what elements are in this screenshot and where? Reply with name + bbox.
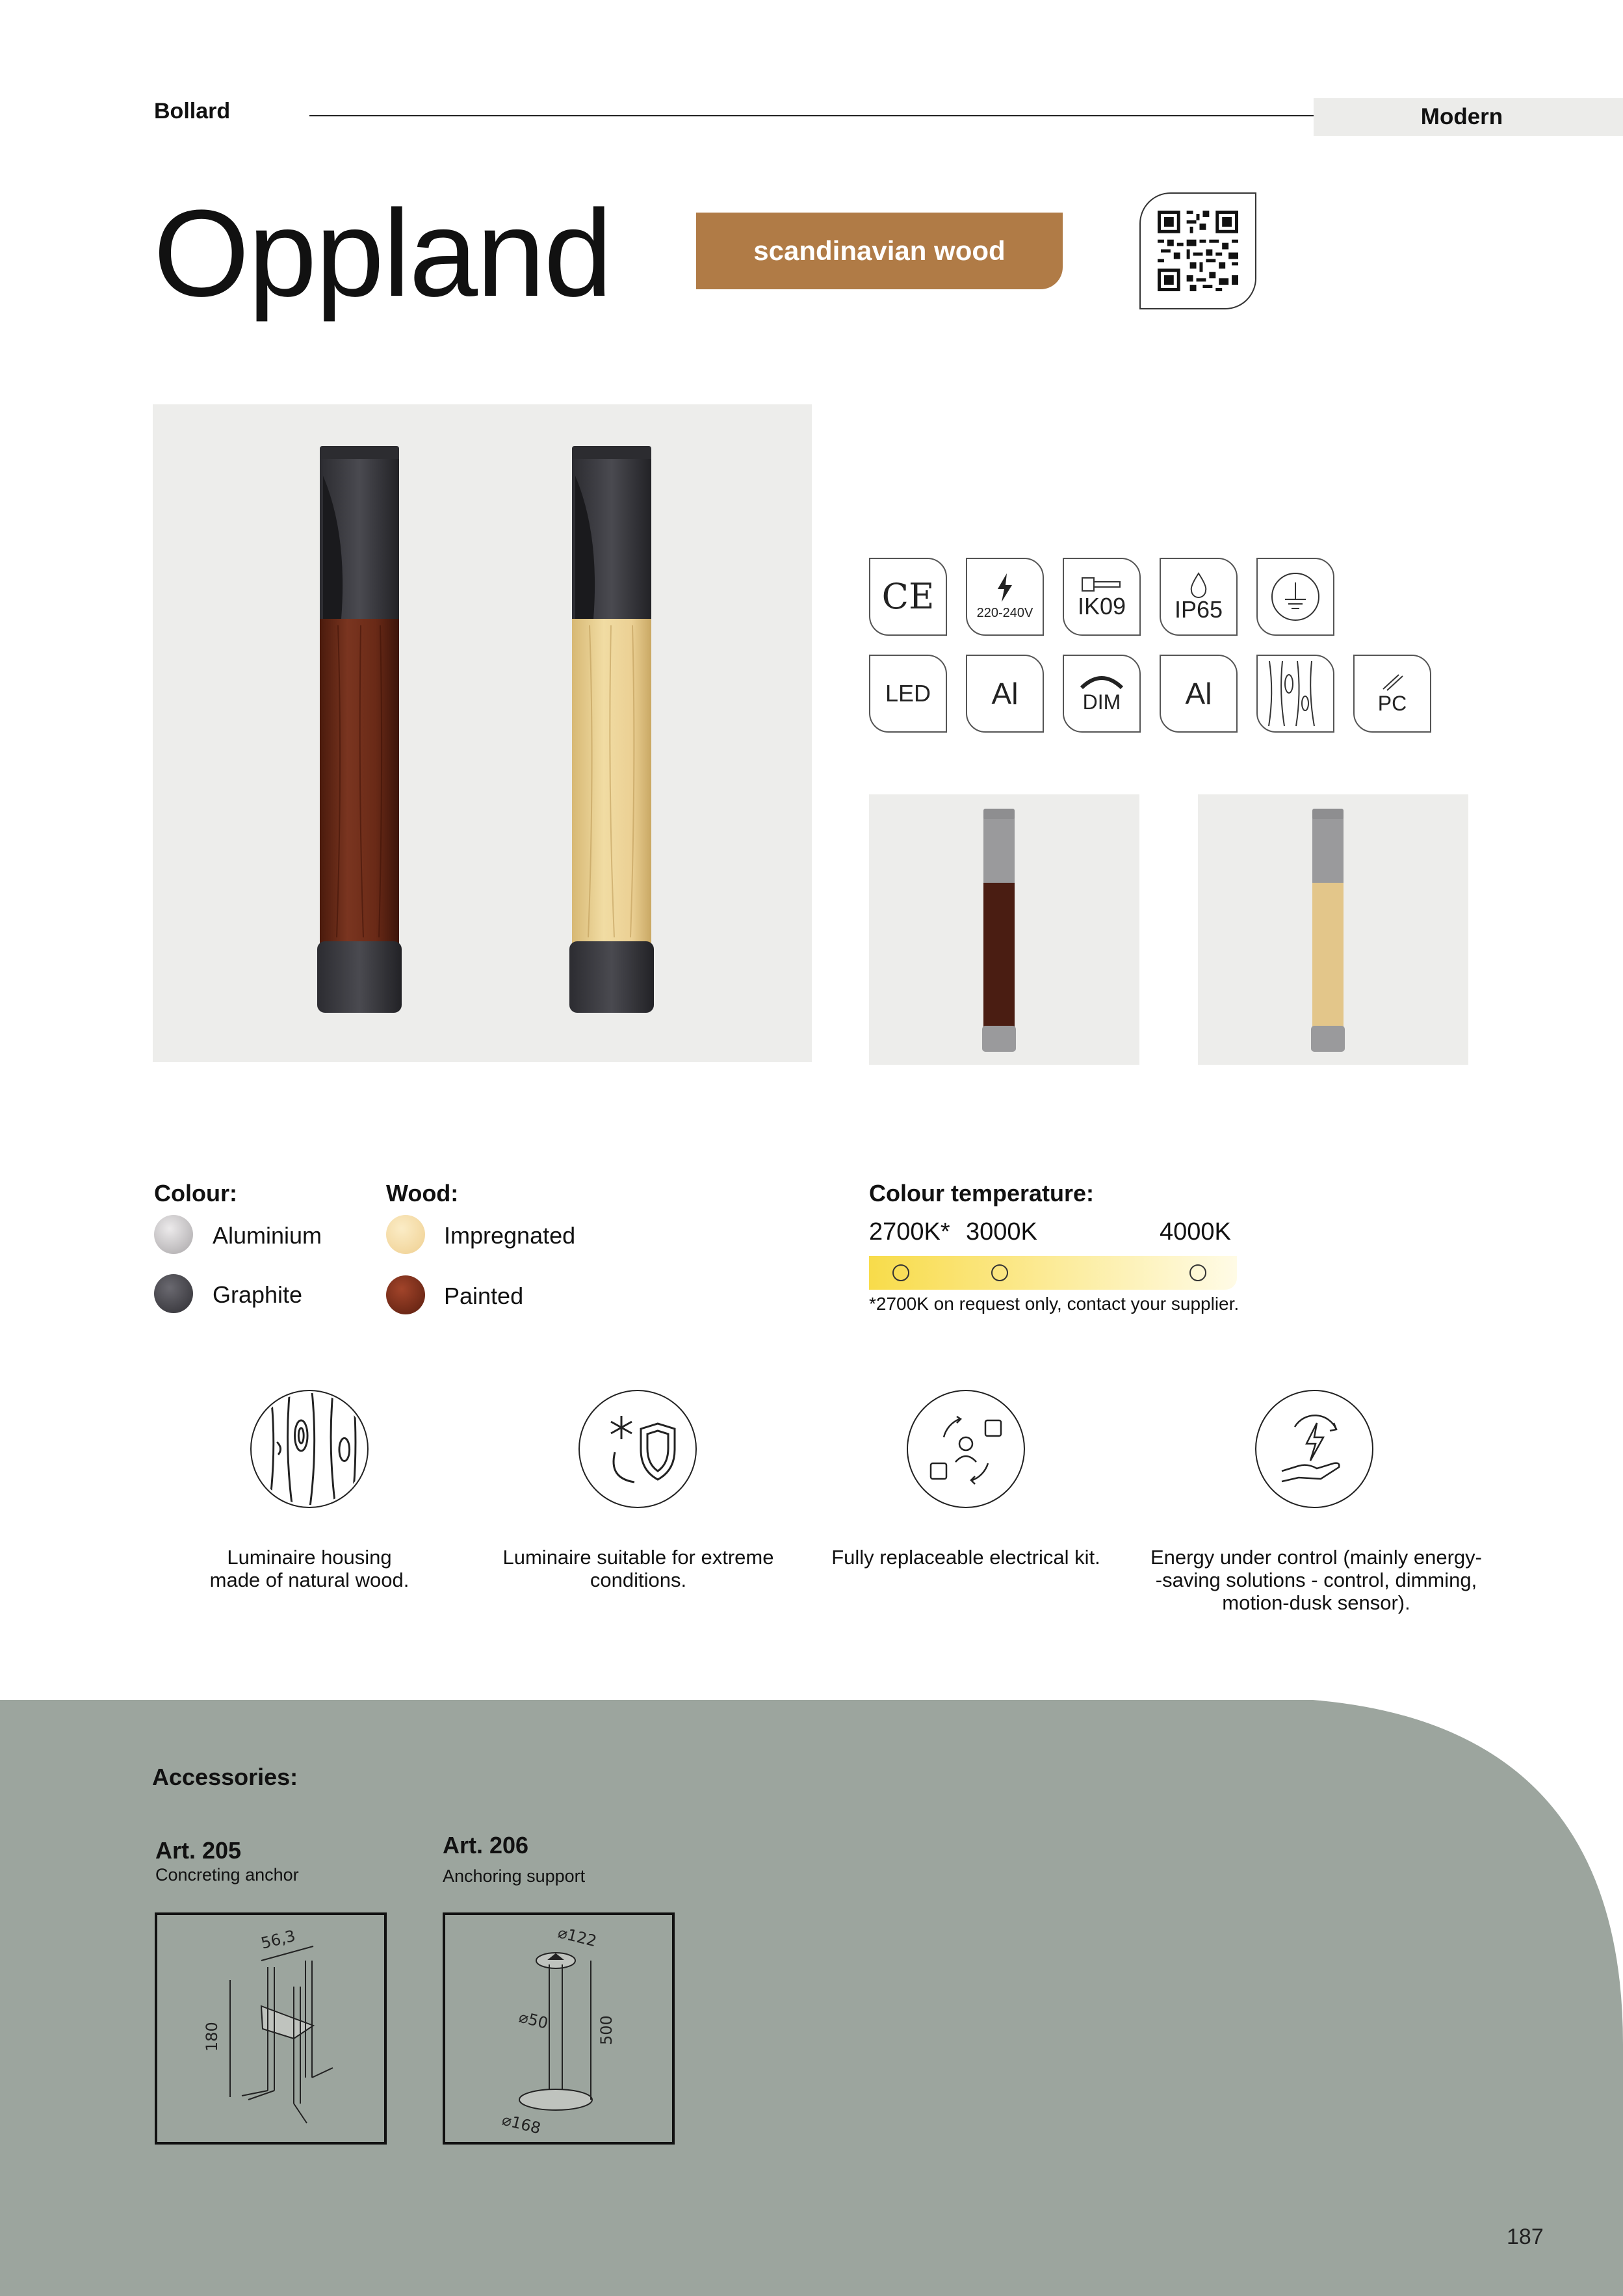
replaceable-kit-icon: [907, 1390, 1025, 1508]
colour-label-aluminium: Aluminium: [213, 1222, 322, 1249]
colour-label-graphite: Graphite: [213, 1281, 303, 1308]
temp-label-4000k: 4000K: [1160, 1218, 1231, 1246]
swatch-graphite: [154, 1274, 193, 1313]
product-photo-painted-small: [869, 794, 1139, 1065]
product-title: Oppland: [153, 185, 612, 322]
svg-text:⌀122: ⌀122: [556, 1923, 599, 1951]
feature-energy-control-text: Energy under control (mainly energy- -saving solutions - control, dimming, motion-dusk sensor).: [1150, 1546, 1483, 1614]
art-206-top-dim: 122: [565, 1925, 599, 1951]
page-number: 187: [1507, 2224, 1544, 2249]
art-206-height-dim: 500: [597, 2015, 616, 2045]
bollard-impregnated-image: [569, 446, 654, 1013]
art-205-width-dim: 56,3: [259, 1926, 298, 1953]
water-drop-icon: IP65: [1160, 558, 1238, 636]
art-205-drawing: [155, 1912, 387, 2145]
wood-label-painted: Painted: [444, 1283, 524, 1309]
colour-temperature-bar: [869, 1256, 1237, 1290]
earth-ground-icon: [1256, 558, 1334, 636]
art-206-name: Art. 206: [443, 1832, 529, 1859]
svg-text:⌀50: ⌀50: [517, 2007, 550, 2033]
header-rule: [309, 115, 1314, 116]
ce-mark-icon: CE: [869, 558, 947, 636]
voltage-icon: 220-240V: [966, 558, 1044, 636]
art-205-name: Art. 205: [155, 1837, 242, 1864]
temp-label-3000k: 3000K: [966, 1218, 1037, 1246]
feature-natural-wood-text: Luminaire housing made of natural wood.: [209, 1546, 409, 1591]
hammer-icon: IK09: [1063, 558, 1141, 636]
aluminium-icon: Al: [1160, 655, 1238, 733]
accessories-heading: Accessories:: [152, 1764, 298, 1790]
art-206-drawing: [443, 1912, 675, 2145]
product-photo-impregnated-small: [1198, 794, 1468, 1065]
wood-badge: scandinavian wood: [696, 213, 1063, 289]
colour-heading: Colour:: [154, 1180, 237, 1207]
feature-replaceable-kit-text: Fully replaceable electrical kit.: [831, 1546, 1100, 1569]
qr-code[interactable]: [1139, 192, 1256, 309]
feature-extreme-conditions-text: Luminaire suitable for extreme conditions.: [502, 1546, 774, 1591]
swatch-impregnated: [386, 1215, 425, 1254]
swatch-aluminium: [154, 1215, 193, 1254]
art-205-height-dim: 180: [203, 2022, 221, 2052]
art-206-base-dim: 168: [509, 2113, 543, 2138]
art-206-description: Anchoring support: [443, 1866, 586, 1886]
wood-grain-icon: [250, 1390, 369, 1508]
temp-dot-4000k: [1189, 1264, 1206, 1281]
colour-temperature-note: *2700K on request only, contact your supplier.: [869, 1294, 1240, 1314]
wood-grain-icon: [1256, 655, 1334, 733]
temp-label-2700k: 2700K*: [869, 1218, 950, 1246]
wood-label-impregnated: Impregnated: [444, 1222, 576, 1249]
colour-temperature-heading: Colour temperature:: [869, 1180, 1095, 1207]
style-tab: Modern: [1314, 98, 1623, 136]
qr-code-icon: [1158, 211, 1238, 291]
category-label: Bollard: [154, 99, 231, 124]
led-icon: LED: [869, 655, 947, 733]
art-206-tube-dim: 50: [526, 2010, 550, 2033]
aluminium-icon: Al: [966, 655, 1044, 733]
temp-dot-3000k: [991, 1264, 1008, 1281]
energy-hand-icon: [1255, 1390, 1373, 1508]
art-205-description: Concreting anchor: [155, 1865, 299, 1885]
main-product-photo: [153, 404, 812, 1062]
bollard-painted-image: [317, 446, 402, 1013]
svg-text:⌀168: ⌀168: [500, 2110, 543, 2138]
dim-icon: DIM: [1063, 655, 1141, 733]
swatch-painted: [386, 1275, 425, 1314]
temp-dot-2700k: [892, 1264, 909, 1281]
polycarbonate-icon: PC: [1353, 655, 1431, 733]
snow-shield-icon: [578, 1390, 697, 1508]
wood-heading: Wood:: [386, 1180, 459, 1207]
